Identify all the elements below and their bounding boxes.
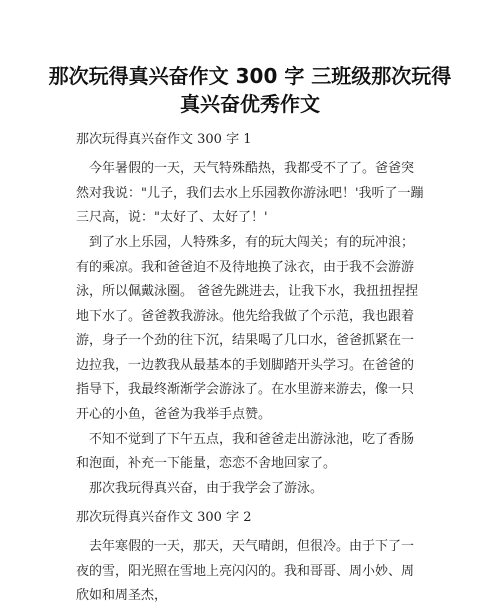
section-heading: 那次玩得真兴奋作文 300 字 2 bbox=[76, 510, 252, 525]
article-body bbox=[0, 128, 500, 609]
paragraph: 去年寒假的一天，那天，天气晴朗，但很冷。由于下了一夜的雪，阳光照在雪地上亮闪闪的。我和哥哥、周小妙、周欣如和周圣杰， bbox=[76, 539, 415, 603]
section-heading: 那次玩得真兴奋作文 300 字 1 bbox=[76, 132, 252, 147]
paragraph: 到了水上乐园，人特殊多，有的玩大闯关；有的玩冲浪；有的乘凉。我和爸爸迫不及待地换了泳衣，由于我不会游游泳，所以佩戴泳圈。 爸爸先跳进去，让我下水，我扭扭捏捏地下水了。爸爸教我游泳。他先给我做了个示范，我也跟着游，身子一个劲的往下沉，结果喝了几口水，爸爸抓紧在一边拉我，一边教我从最基本的手划脚踏开头学习。在爸爸的指导下，我最终渐渐学会游泳了。在水里游来游去，像一只开心的小鱼，爸爸为我举手点赞。 bbox=[76, 235, 419, 422]
paragraph: 不知不觉到了下午五点，我和爸爸走出游泳池，吃了香肠和泡面，补充一下能量，恋恋不舍地回家了。 bbox=[76, 431, 415, 471]
paragraph: 那次我玩得真兴奋，由于我学会了游泳。 bbox=[89, 481, 324, 496]
paragraph: 今年暑假的一天，天气特殊酷热，我都受不了了。爸爸突然对我说："儿子，我们去水上乐园教你游泳吧！'我听了一蹦三尺高，说："太好了、太好了！' bbox=[76, 161, 424, 225]
article-title: 那次玩得真兴奋作文 300 字 三班级那次玩得真兴奋优秀作文 bbox=[48, 64, 452, 116]
